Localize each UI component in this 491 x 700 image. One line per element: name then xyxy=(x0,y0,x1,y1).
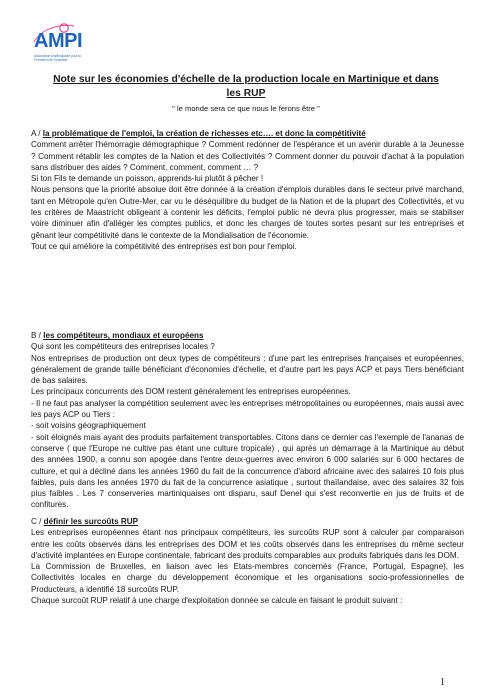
section-a-heading xyxy=(31,128,464,139)
section-c-paragraph: Chaque surcoût RUP relatif à une charge d'exploitation donnée se calcule en faisant le produit suivant : xyxy=(31,596,403,606)
section-a-paragraph: Nous pensons que la priorité absolue doit être donnée à la création d'emplois durables dans le secteur privé marchand, tant en Métropole qu'en Outre-Mer, car vu le déséquilibre du budget de la Nation et de la plupart des Collectivités, et vu les critères de Maastricht obligeant à contenir les déficits, l'emploi public ne devra plus progresser, mais se stabiliser voire diminuer afin d'alléger les comptes publics, et donc les charges de toutes sortes pesant sur les entreprises et gênant leur compétitivité dans le contexte de la Mondialisation de l'économie. xyxy=(31,185,464,240)
section-c-heading xyxy=(31,516,464,527)
section-a-paragraph: Tout ce qui améliore la compétitivité des entreprises est bon pour l'emploi. xyxy=(31,241,297,251)
section-b-title: les compétiteurs, mondiaux et européens xyxy=(43,331,204,340)
section-b-paragraph: - soit éloignés mais ayant des produits parfaitement transportables. Citons dans ce dernier cas l'exemple de l'ananas de conserve ( que l'Europe ne cultive pas étant une culture tropicale) , qui après un démarrage à la Martinique au début des années 1900, a connu son apogée dans l'entre deux-guerres avec environ 6 000 salariés sur 6 000 hectares de culture, et qui a décliné dans les années 1960 du fait de la concurrence d'abord africaine avec des salaires 10 fois plus faibles, puis dans les années 1970 du fait de la concurrence asiatique , surtout thaïlandaise, avec des salaires 32 fois plus faibles . Les 7 conserveries martiniquaises ont disparu, sauf Denel qui s'est reconvertie en jus de fruits et de confitures. xyxy=(31,432,464,510)
page-number: 1 xyxy=(440,677,445,688)
section-c-paragraph: La Commission de Bruxelles, en liaison avec les Etats-membres concernés (France, Portugal, Espagne), les Collectivités locales en charge du développement économique et les organisations socio-professionnelles de Producteurs, a identifié 18 surcoûts RUP. xyxy=(31,562,464,594)
section-b xyxy=(31,330,464,511)
section-c-title: définir les surcoûts RUP xyxy=(43,517,139,526)
section-b-prefix: B / xyxy=(31,331,41,340)
section-c-prefix: C / xyxy=(31,517,42,526)
section-c xyxy=(31,516,464,606)
section-b-paragraph: Nos entreprises de production ont deux types de compétiteurs : d'une part les entreprises françaises et européennes, généralement de grande taille bénéficiant d'économies d'échelle, et d'autre part les pays ACP et pays Tiers bénéficiant de bas salaires. xyxy=(31,353,464,386)
logo-text: AMPI xyxy=(34,30,82,52)
section-a-title: la problématique de l'emploi, la création de richesses etc…. et donc la compétitivité xyxy=(42,129,366,138)
document-title: Note sur les économies d'échelle de la production locale en Martinique et dans les RUP xyxy=(53,74,439,99)
ampi-logo xyxy=(30,20,120,72)
logo-tagline: Association Martiniquaise pour la Promotion de l'Industrie xyxy=(34,54,81,62)
section-a-paragraph: Si ton Fils te demande un poisson, apprends-lui plutôt à pêcher ! xyxy=(31,174,264,184)
section-a-prefix: A / xyxy=(31,129,41,138)
section-a-paragraph: Comment arrêter l'hémorragie démographique ? Comment redonner de l'espérance et un avenir durable à la Jeunesse ? Comment rétablir les comptes de la Nation et des Collectivités ? Comment donner du pouvoir d'achat à la population sans distribuer des aides ? Comment, comment, comment … ? xyxy=(31,140,464,172)
section-b-paragraph: - Il ne faut pas analyser la compétition seulement avec les entreprises métropolitaines ou européennes, mais aussi avec les pays ACP ou Tiers : xyxy=(31,398,464,420)
section-c-paragraph: Les entreprises européennes étant nos principaux compétiteurs, les surcoûts RUP sont à calculer par comparaison entre les coûts observés dans les entreprises des DOM et les coûts observés dans les entreprises du même secteur d'activité implantées en Europe continentale, fabricant des produits comparables aux produits fabriqués dans les DOM. xyxy=(31,528,464,560)
section-b-paragraph: Qui sont les compétiteurs des entreprises locales ? xyxy=(31,342,215,352)
document-quote: " le monde sera ce que nous le ferons être " xyxy=(172,104,320,113)
section-b-heading xyxy=(31,330,464,341)
section-b-paragraph: - soit voisins géographiquement xyxy=(31,421,146,431)
section-a xyxy=(31,128,464,252)
section-b-paragraph: Les principaux concurrents des DOM restent généralement les entreprises européennes. xyxy=(31,387,351,397)
